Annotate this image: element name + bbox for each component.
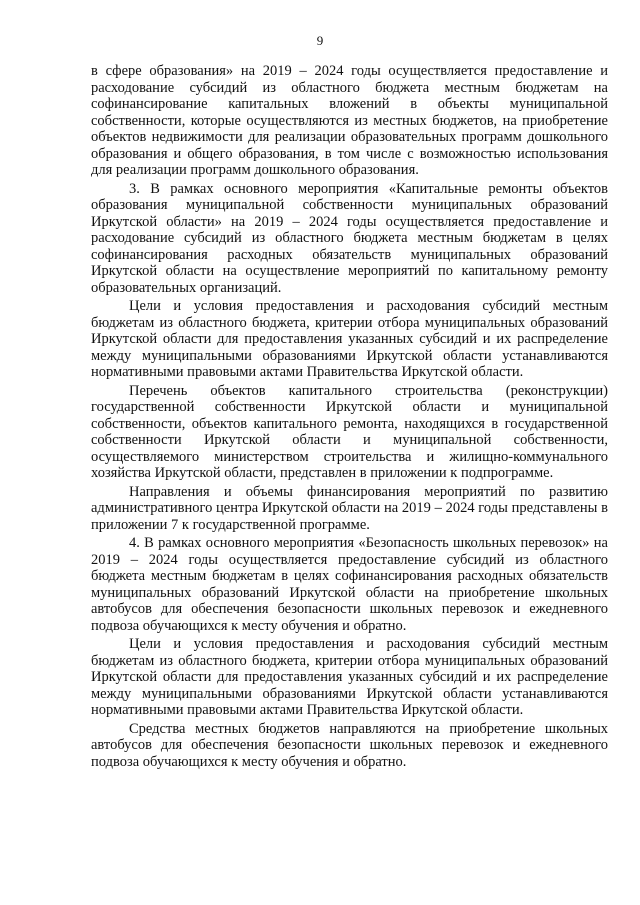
paragraph-objects-list: Перечень объектов капитального строительства (реконструкции) государственной собственности Иркутской области и муниципальной собственности, объектов капитального ремонта, находящихся в государственной собственности Иркутской области и муниципальной собственности, осуществляемого министерством строительства и жилищно-коммунального хозяйства Иркутской области, представлен в приложении к подпрограмме. [91, 382, 608, 481]
paragraph-subsidy-conditions: Цели и условия предоставления и расходования субсидий местным бюджетам из областного бюджета, критерии отбора муниципальных образований Иркутской области для предоставления указанных субсидий и их распределение между муниципальными образованиями Иркутской области устанавливаются нормативными правовыми актами Правительства Иркутской области. [91, 298, 608, 380]
paragraph-subsidy-conditions-2: Цели и условия предоставления и расходования субсидий местным бюджетам из областного бюджета, критерии отбора муниципальных образований Иркутской области для предоставления указанных субсидий и их распределение между муниципальными образованиями Иркутской области устанавливаются нормативными правовыми актами Правительства Иркутской области. [91, 636, 608, 718]
paragraph-item-4: 4. В рамках основного мероприятия «Безопасность школьных перевозок» на 2019 – 2024 годы осуществляется предоставление субсидий из областного бюджета местным бюджетам в целях софинансирования расходных обязательств муниципальных образований Иркутской области на приобретение школьных автобусов для обеспечения безопасности школьных перевозок и ежедневного подвоза обучающихся к месту обучения и обратно. [91, 535, 608, 634]
document-body [91, 63, 608, 772]
paragraph-local-budgets: Средства местных бюджетов направляются на приобретение школьных автобусов для обеспечения безопасности школьных перевозок и ежедневного подвоза обучающихся к месту обучения и обратно. [91, 720, 608, 770]
paragraph-continuation: в сфере образования» на 2019 – 2024 годы осуществляется предоставление и расходование субсидий из областного бюджета местным бюджетам на софинансирование капитальных вложений в объекты муниципальной собственности, которые осуществляются из местных бюджетов, на приобретение объектов недвижимости для реализации образовательных программ дошкольного образования и общего образования, в том числе с возможностью использования для реализации программ дошкольного образования. [91, 63, 608, 178]
paragraph-item-3: 3. В рамках основного мероприятия «Капитальные ремонты объектов образования муниципальной собственности муниципальных образований Иркутской области» на 2019 – 2024 годы осуществляется предоставление и расходование субсидий из областного бюджета местным бюджетам в целях софинансирования расходных обязательств муниципальных образований Иркутской области на осуществление мероприятий по капитальному ремонту образовательных организаций. [91, 180, 608, 296]
page-number: 9 [316, 33, 324, 48]
paragraph-financing-directions: Направления и объемы финансирования мероприятий по развитию административного центра Иркутской области на 2019 – 2024 годы представлены в приложении 7 к государственной программе. [91, 483, 608, 533]
